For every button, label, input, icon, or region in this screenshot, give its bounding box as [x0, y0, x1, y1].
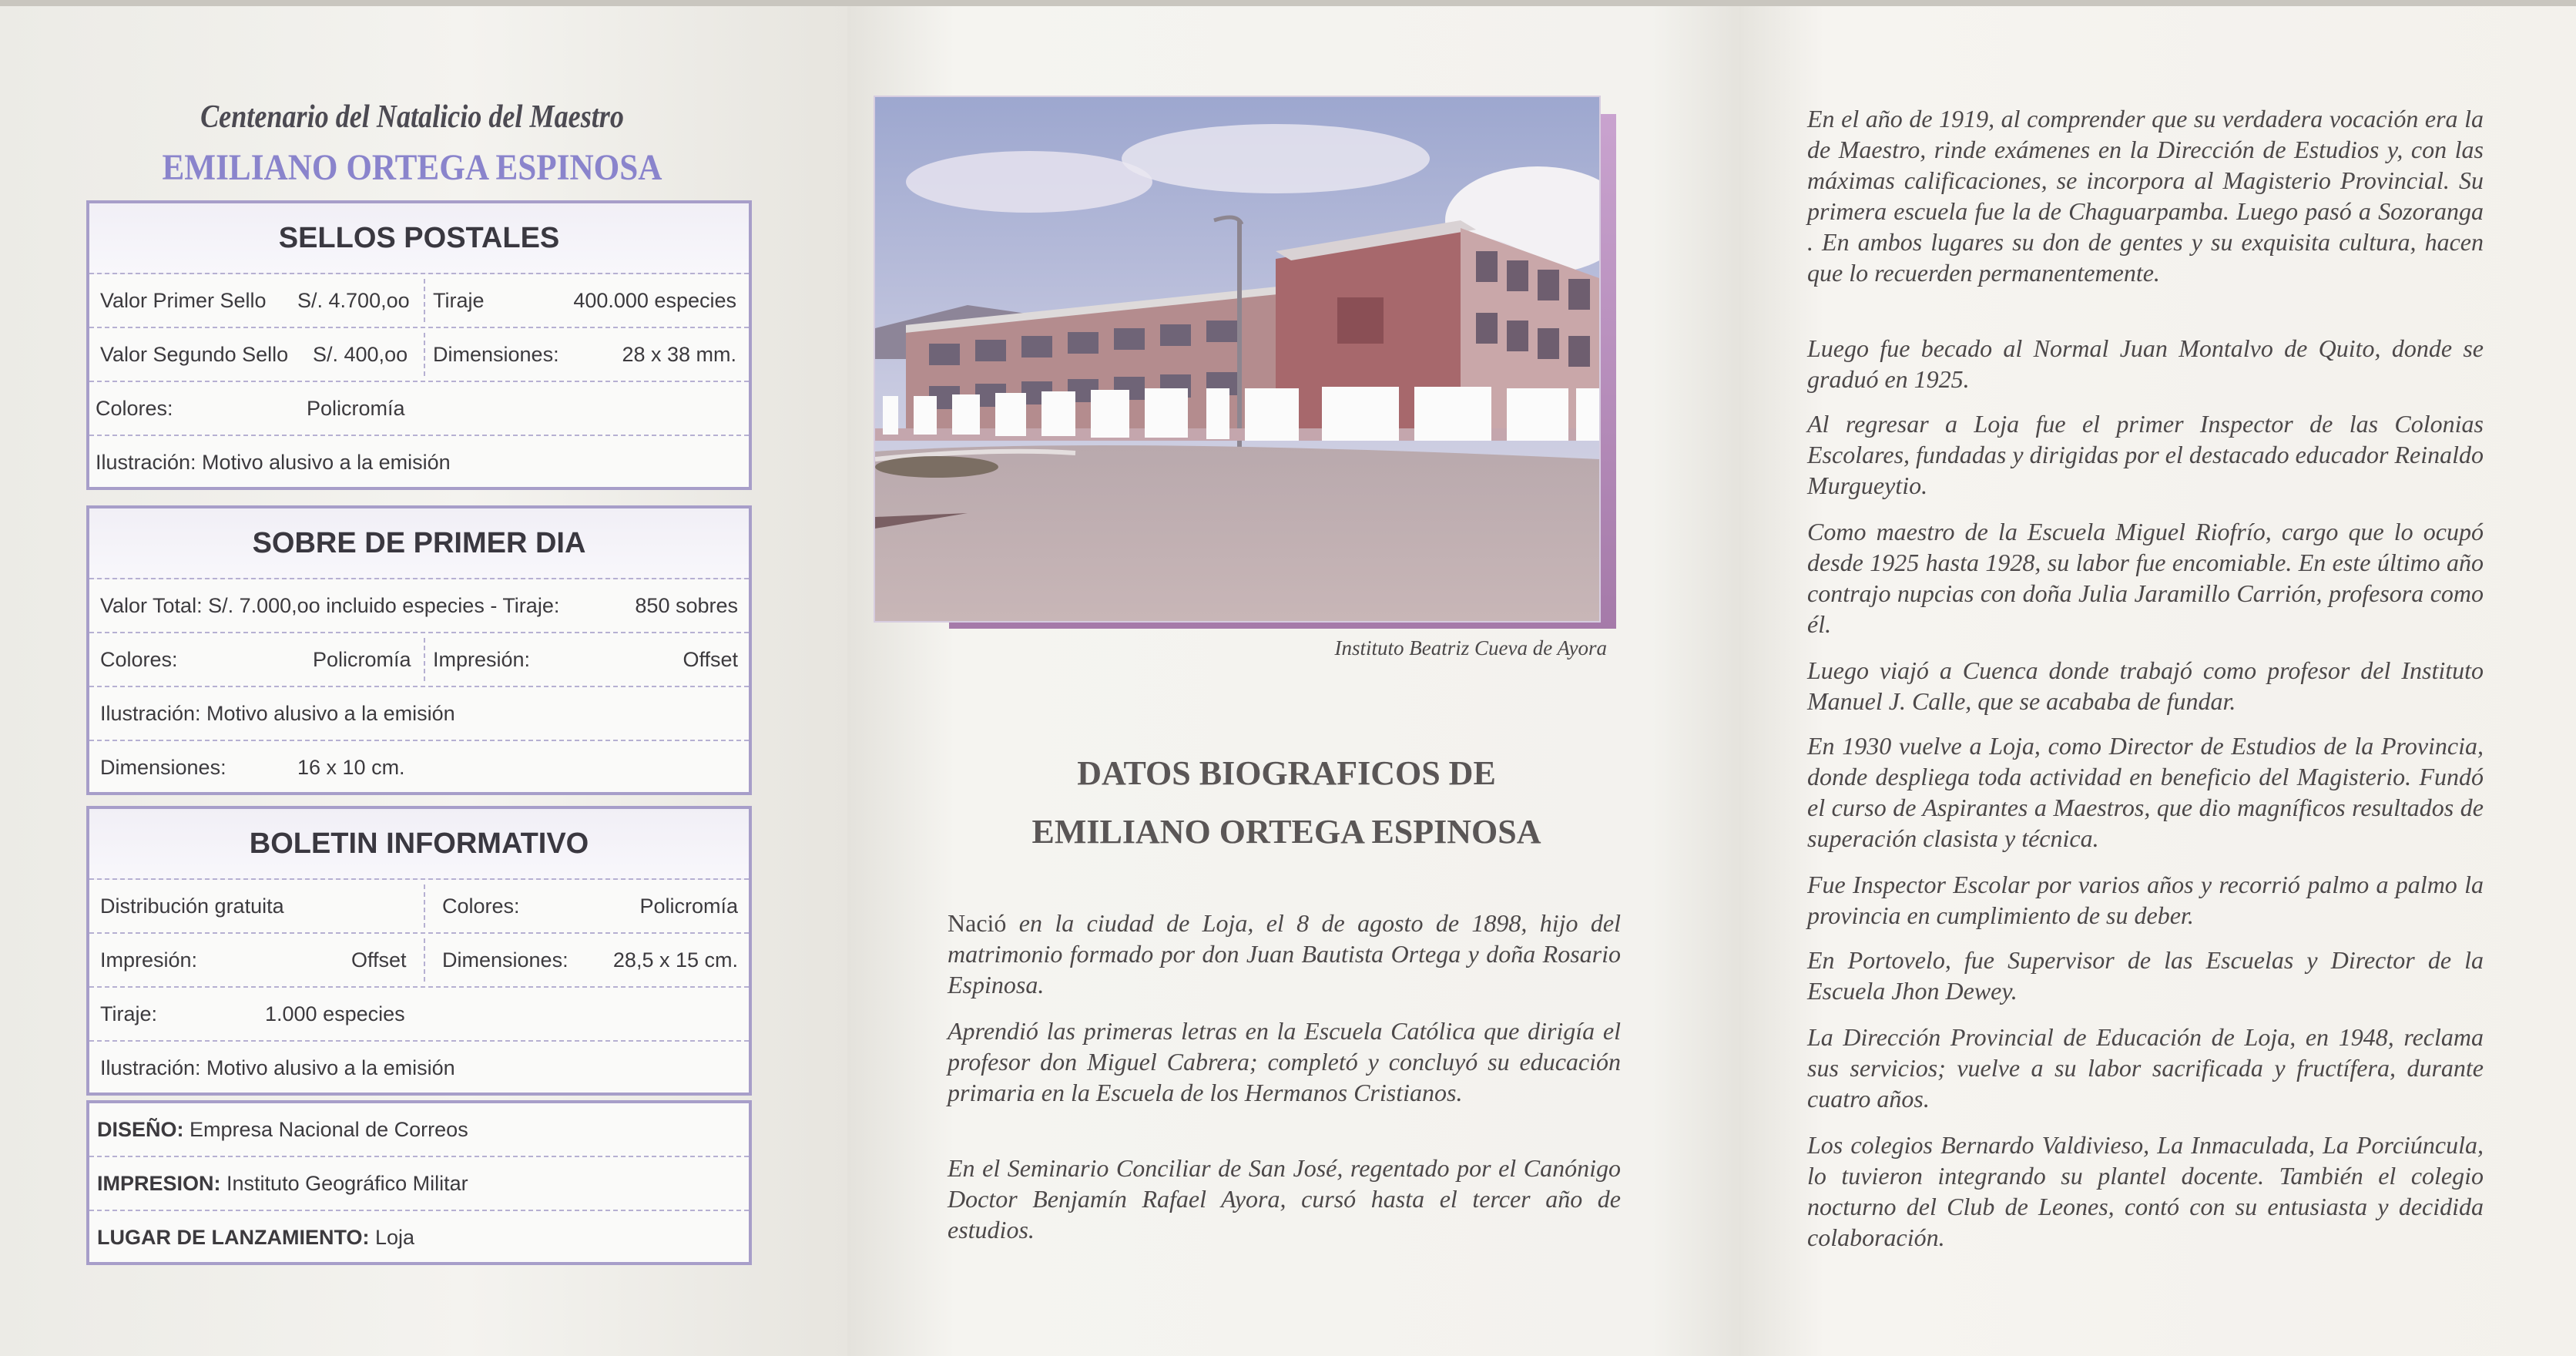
credits-row-impresion: [89, 1157, 749, 1211]
sellos-row-3: [89, 382, 749, 436]
right-paragraph-6: En 1930 vuelve a Loja, como Director de Estudios de la Provincia, donde despliega toda actividad en beneficio del Magisterio. Fundó el curso de Aspirantes a Maestros, que dio magníficos resultados de superación clasista y técnica.: [1807, 732, 2484, 852]
right-paragraph-1: En el año de 1919, al comprender que su verdadera vocación era la de Maestro, rinde exámenes en la Dirección de Estudios y, con las máximas calificaciones, se incorpora al Magisterio Provincial. Su primera escuela fue la de Chaguarpamba. Luego pasó a Sozoranga . En ambos lugares su don de gentes y su exquisita cultura, hacen que lo recuerden permanentemente.: [1807, 105, 2484, 287]
bio-paragraph-2: Aprendió las primeras letras en la Escuela Católica que dirigía el profesor don Miguel Cabrera; completó y concluyó su educación primaria en la Escuela de los Hermanos Cristianos.: [948, 1017, 1621, 1106]
credits-box: [86, 1100, 752, 1265]
bio-paragraph-1: [948, 908, 1621, 1000]
valor1-label: Valor Primer Sello: [100, 288, 267, 312]
sobre-row-2: [89, 633, 749, 687]
dimensiones-value: 16 x 10 cm.: [297, 755, 405, 779]
impresion-label: Impresión:: [433, 647, 531, 671]
valor-total-text: Valor Total: S/. 7.000,oo incluido especies - Tiraje:: [100, 593, 560, 617]
impresion-text: [97, 1157, 468, 1210]
top-edge: [0, 0, 2576, 6]
tiraje-label: Tiraje: [433, 288, 485, 312]
school-building-illustration: [875, 97, 1599, 621]
lugar-text: [97, 1211, 414, 1264]
divider: [424, 333, 425, 376]
colores-label: Colores:: [442, 894, 520, 918]
credits-row-lugar: [89, 1211, 749, 1264]
dimensiones-label: Dimensiones:: [100, 755, 226, 779]
divider: [424, 638, 425, 681]
ilustracion-text: Ilustración: Motivo alusivo a la emisión: [100, 701, 455, 725]
header-subtitle: Centenario del Natalicio del Maestro: [200, 99, 624, 135]
bio-title-line-1: DATOS BIOGRAFICOS DE: [1077, 754, 1496, 792]
sobre-tiraje-value: 850 sobres: [635, 593, 738, 617]
boletin-row-4: [89, 1042, 749, 1094]
impresion-label: Impresión:: [100, 948, 198, 972]
colores-value: Policromía: [313, 647, 411, 671]
sobre-row-4: [89, 741, 749, 794]
header-name: EMILIANO ORTEGA ESPINOSA: [162, 147, 662, 188]
ilustracion-text: Ilustración: Motivo alusivo a la emisión: [100, 1056, 455, 1079]
colores-value: Policromía: [307, 396, 405, 420]
dimensiones-value: 28,5 x 15 cm.: [612, 948, 738, 972]
credits-row-diseno: [89, 1103, 749, 1157]
impresion-value: Offset: [683, 647, 738, 671]
bio-paragraph-3: En el Seminario Conciliar de San José, regentado por el Canónigo Doctor Benjamín Rafael Ayora, cursó hasta el tercer año de estudios.: [948, 1154, 1621, 1244]
right-paragraph-2: Luego fue becado al Normal Juan Montalvo de Quito, donde se graduó en 1925.: [1807, 334, 2484, 393]
dimensiones-label: Dimensiones:: [442, 948, 569, 972]
sobre-title: SOBRE DE PRIMER DIA: [89, 509, 749, 579]
dimensiones-value: 28 x 38 mm.: [622, 342, 736, 366]
right-paragraph-8: En Portovelo, fue Supervisor de las Escuelas y Director de la Escuela Jhon Dewey.: [1807, 946, 2484, 1005]
colores-value: Policromía: [639, 894, 738, 918]
right-paragraph-4: Como maestro de la Escuela Miguel Riofrío, cargo que lo ocupó desde 1925 hasta 1928, su labor fue encomiable. En este último año contrajo nupcias con doña Julia Jaramillo Carrión, profesora como él.: [1807, 518, 2484, 638]
sobre-row-3: [89, 687, 749, 741]
divider: [424, 884, 425, 928]
diseno-label: DISEÑO:: [97, 1117, 184, 1141]
sellos-row-1: [89, 274, 749, 328]
boletin-informativo-box: [86, 806, 752, 1096]
sellos-title: SELLOS POSTALES: [89, 203, 749, 274]
sellos-postales-box: [86, 200, 752, 490]
bio-paragraph-1-lead: Nació: [948, 909, 1007, 937]
photo-caption: Instituto Beatriz Cueva de Ayora: [1334, 636, 1607, 660]
valor1-value: S/. 4.700,oo: [297, 288, 410, 312]
right-paragraph-10: Los colegios Bernardo Valdivieso, La Inmaculada, La Porciúncula, lo tuvieron integrando su plantel docente. También el colegio nocturno del Club de Leones, contó con su entusiasta y decidida colaboración.: [1807, 1131, 2484, 1251]
right-paragraph-7: Fue Inspector Escolar por varios años y recorrió palmo a palmo la provincia en cumplimiento de su deber.: [1807, 871, 2484, 929]
impresion-label: IMPRESION:: [97, 1171, 221, 1195]
impresion-value: Offset: [351, 948, 407, 972]
right-paragraph-3: Al regresar a Loja fue el primer Inspector de las Colonias Escolares, fundadas y dirigidas por el destacado educador Reinaldo Murgueytio.: [1807, 410, 2484, 499]
boletin-row-1: [89, 880, 749, 934]
lugar-value: Loja: [375, 1225, 415, 1249]
boletin-row-3: [89, 988, 749, 1042]
divider: [424, 279, 425, 322]
boletin-title: BOLETIN INFORMATIVO: [89, 809, 749, 880]
valor2-value: S/. 400,oo: [313, 342, 408, 366]
tiraje-label: Tiraje:: [100, 1002, 158, 1025]
tiraje-value: 1.000 especies: [265, 1002, 405, 1025]
distribucion-text: Distribución gratuita: [100, 894, 284, 918]
diseno-value: Empresa Nacional de Correos: [190, 1117, 468, 1141]
sellos-row-4: [89, 436, 749, 488]
sobre-row-1: [89, 579, 749, 633]
right-paragraph-5: Luego viajó a Cuenca donde trabajó como profesor del Instituto Manuel J. Calle, que se acababa de fundar.: [1807, 656, 2484, 715]
sellos-row-2: [89, 328, 749, 382]
right-paragraph-9: La Dirección Provincial de Educación de Loja, en 1948, reclama sus servicios; vuelve a su labor sacrificada y fructífera, durante cuatro años.: [1807, 1023, 2484, 1113]
boletin-row-2: [89, 934, 749, 988]
dimensiones-label: Dimensiones:: [433, 342, 559, 366]
building-photo: [874, 96, 1601, 623]
valor2-label: Valor Segundo Sello: [100, 342, 289, 366]
sobre-primer-dia-box: [86, 505, 752, 795]
lugar-label: LUGAR DE LANZAMIENTO:: [97, 1225, 370, 1249]
colores-label: Colores:: [100, 647, 178, 671]
impresion-value: Instituto Geográfico Militar: [226, 1171, 468, 1195]
tiraje-value: 400.000 especies: [573, 288, 736, 312]
colores-label: Colores:: [96, 396, 173, 420]
divider: [424, 938, 425, 982]
ilustracion-text: Ilustración: Motivo alusivo a la emisión: [96, 450, 451, 474]
bio-title-line-2: EMILIANO ORTEGA ESPINOSA: [1031, 813, 1541, 851]
diseno-text: [97, 1103, 468, 1156]
bio-paragraph-1-text: en la ciudad de Loja, el 8 de agosto de 1898, hijo del matrimonio formado por don Juan Bautista Ortega y doña Rosario Espinosa.: [948, 909, 1621, 999]
